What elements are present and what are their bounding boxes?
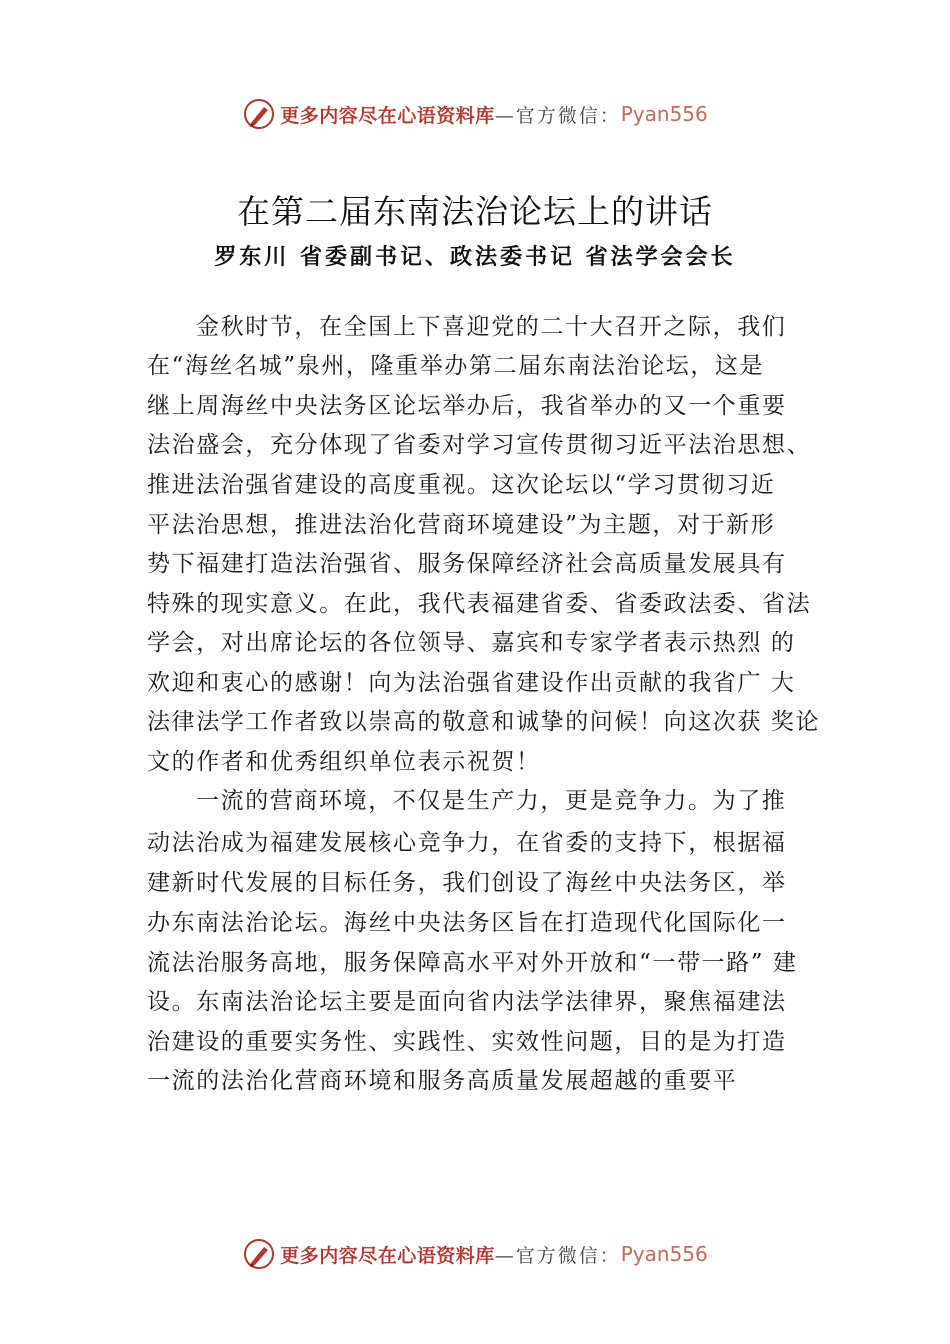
body-line: 学会，对出席论坛的各位领导、嘉宾和专家学者表示热烈 的 <box>147 630 796 656</box>
body-line: 推进法治强省建设的高度重视。这次论坛以“学习贯彻习近 <box>147 472 776 498</box>
body-line: 金秋时节，在全国上下喜迎党的二十大召开之际，我们 <box>196 314 787 340</box>
document-byline: 罗东川 省委副书记、政法委书记 省法学会会长 <box>214 244 736 270</box>
banner-main-text: 更多内容尽在心语资料库 <box>280 1244 495 1267</box>
body-line: 办东南法治论坛。海丝中央法务区旨在打造现代化国际化一 <box>147 910 787 936</box>
body-line: 继上周海丝中央法务区论坛举办后，我省举办的又一个重要 <box>147 393 787 419</box>
body-line: 文的作者和优秀组织单位表示祝贺！ <box>147 749 541 775</box>
body-line: 动法治成为福建发展核心竞争力，在省委的支持下，根据福 <box>147 830 787 856</box>
body-line: 特殊的现实意义。在此，我代表福建省委、省委政法委、省法 <box>147 591 812 617</box>
body-line: 一流的营商环境，不仅是生产力，更是竞争力。为了推 <box>196 788 787 814</box>
body-line: 设。东南法治论坛主要是面向省内法学法律界，聚焦福建法 <box>147 989 787 1015</box>
body-line: 一流的法治化营商环境和服务高质量发展超越的重要平 <box>147 1068 738 1094</box>
banner-main-text: 更多内容尽在心语资料库 <box>280 104 495 127</box>
pen-logo-icon <box>242 97 276 131</box>
body-line: 治建设的重要实务性、实践性、实效性问题，目的是为打造 <box>147 1029 787 1055</box>
body-line: 势下福建打造法治强省、服务保障经济社会高质量发展具有 <box>147 551 787 577</box>
banner-wechat-id: Pyan556 <box>620 102 708 126</box>
body-line: 平法治思想，推进法治化营商环境建设”为主题，对于新形 <box>147 512 776 538</box>
document-title: 在第二届东南法治论坛上的讲话 <box>237 192 713 231</box>
body-line: 流法治服务高地，服务保障高水平对外开放和“一带一路” 建 <box>147 950 798 976</box>
header-banner <box>0 94 950 134</box>
banner-wechat-id: Pyan556 <box>620 1242 708 1266</box>
banner-mid-text: —官方微信： <box>494 1244 621 1267</box>
body-line: 建新时代发展的目标任务，我们创设了海丝中央法务区，举 <box>147 870 787 896</box>
body-line: 法治盛会，充分体现了省委对学习宣传贯彻习近平法治思想、 <box>147 432 812 458</box>
body-line: 法律法学工作者致以崇高的敬意和诚挚的问候！向这次获 奖论 <box>147 709 821 735</box>
body-line: 在“海丝名城”泉州，隆重举办第二届东南法治论坛，这是 <box>147 353 765 379</box>
banner-mid-text: —官方微信： <box>494 104 621 127</box>
body-line: 欢迎和衷心的感谢！向为法治强省建设作出贡献的我省广 大 <box>147 670 796 696</box>
footer-banner <box>0 1234 950 1274</box>
pen-logo-icon <box>242 1237 276 1271</box>
